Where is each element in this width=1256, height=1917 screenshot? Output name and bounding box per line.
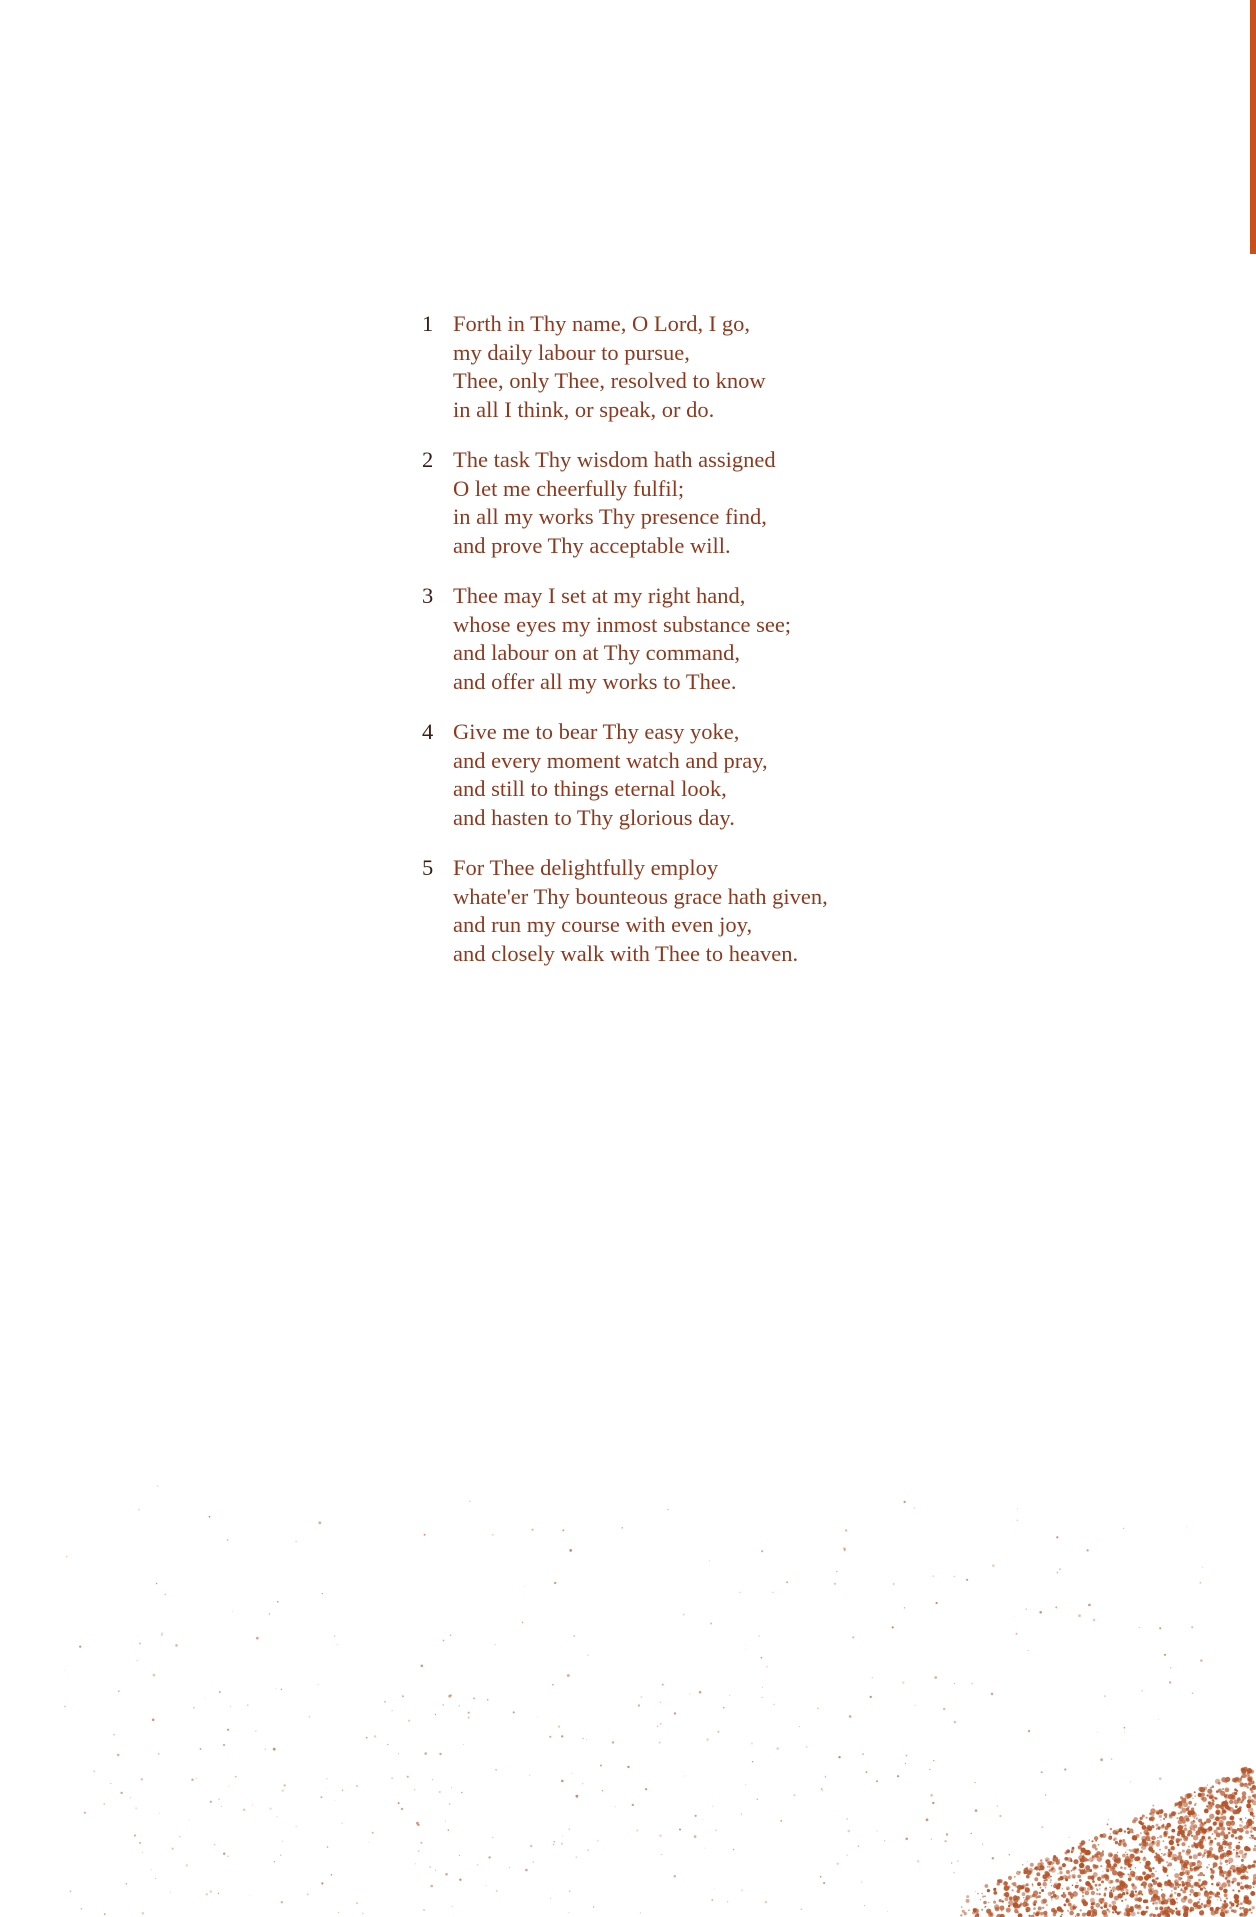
verse-line: and every moment watch and pray,: [453, 747, 768, 773]
verse-number: 3: [422, 583, 434, 608]
verse-line: and offer all my works to Thee.: [453, 668, 737, 694]
verse-line: Forth in Thy name, O Lord, I go,: [453, 311, 751, 336]
verse-line: Thee, only Thee, resolved to know: [453, 368, 766, 393]
verse-lines: [453, 718, 768, 832]
verse-line: Give me to bear Thy easy yoke,: [453, 719, 740, 744]
verse-lines: [453, 310, 766, 424]
verse-line: Thee may I set at my right hand,: [453, 583, 746, 608]
verse-number: 1: [422, 311, 434, 336]
verse-line: whose eyes my inmost substance see;: [453, 611, 792, 637]
speckle-texture: [0, 1440, 1256, 1917]
verse: [422, 854, 982, 968]
verse-line: in all my works Thy presence find,: [453, 504, 767, 529]
verse-line: my daily labour to pursue,: [453, 339, 690, 365]
verse-line: and labour on at Thy command,: [453, 640, 741, 665]
verse-number: 5: [422, 855, 434, 880]
verse-number: 2: [422, 447, 434, 472]
verse-line: The task Thy wisdom hath assigned: [453, 447, 776, 472]
verse-line: whate'er Thy bounteous grace hath given,: [453, 883, 828, 909]
page-edge-bar: [1250, 0, 1256, 254]
verse-line: and prove Thy acceptable will.: [453, 532, 731, 558]
verse-line: For Thee delightfully employ: [453, 855, 719, 880]
verse: [422, 446, 982, 560]
verse-line: and run my course with even joy,: [453, 912, 753, 937]
verse-lines: [453, 582, 791, 696]
verse: [422, 718, 982, 832]
verse-line: and hasten to Thy glorious day.: [453, 804, 735, 830]
verse-lines: [453, 854, 828, 968]
verse-number: 4: [422, 719, 434, 744]
verse-line: O let me cheerfully fulfil;: [453, 475, 685, 501]
verse-lines: [453, 446, 776, 560]
hymn-text: [422, 310, 982, 990]
verse-line: in all I think, or speak, or do.: [453, 396, 715, 422]
verse: [422, 310, 982, 424]
verse-line: and closely walk with Thee to heaven.: [453, 940, 799, 966]
verse-line: and still to things eternal look,: [453, 776, 727, 801]
verse: [422, 582, 982, 696]
